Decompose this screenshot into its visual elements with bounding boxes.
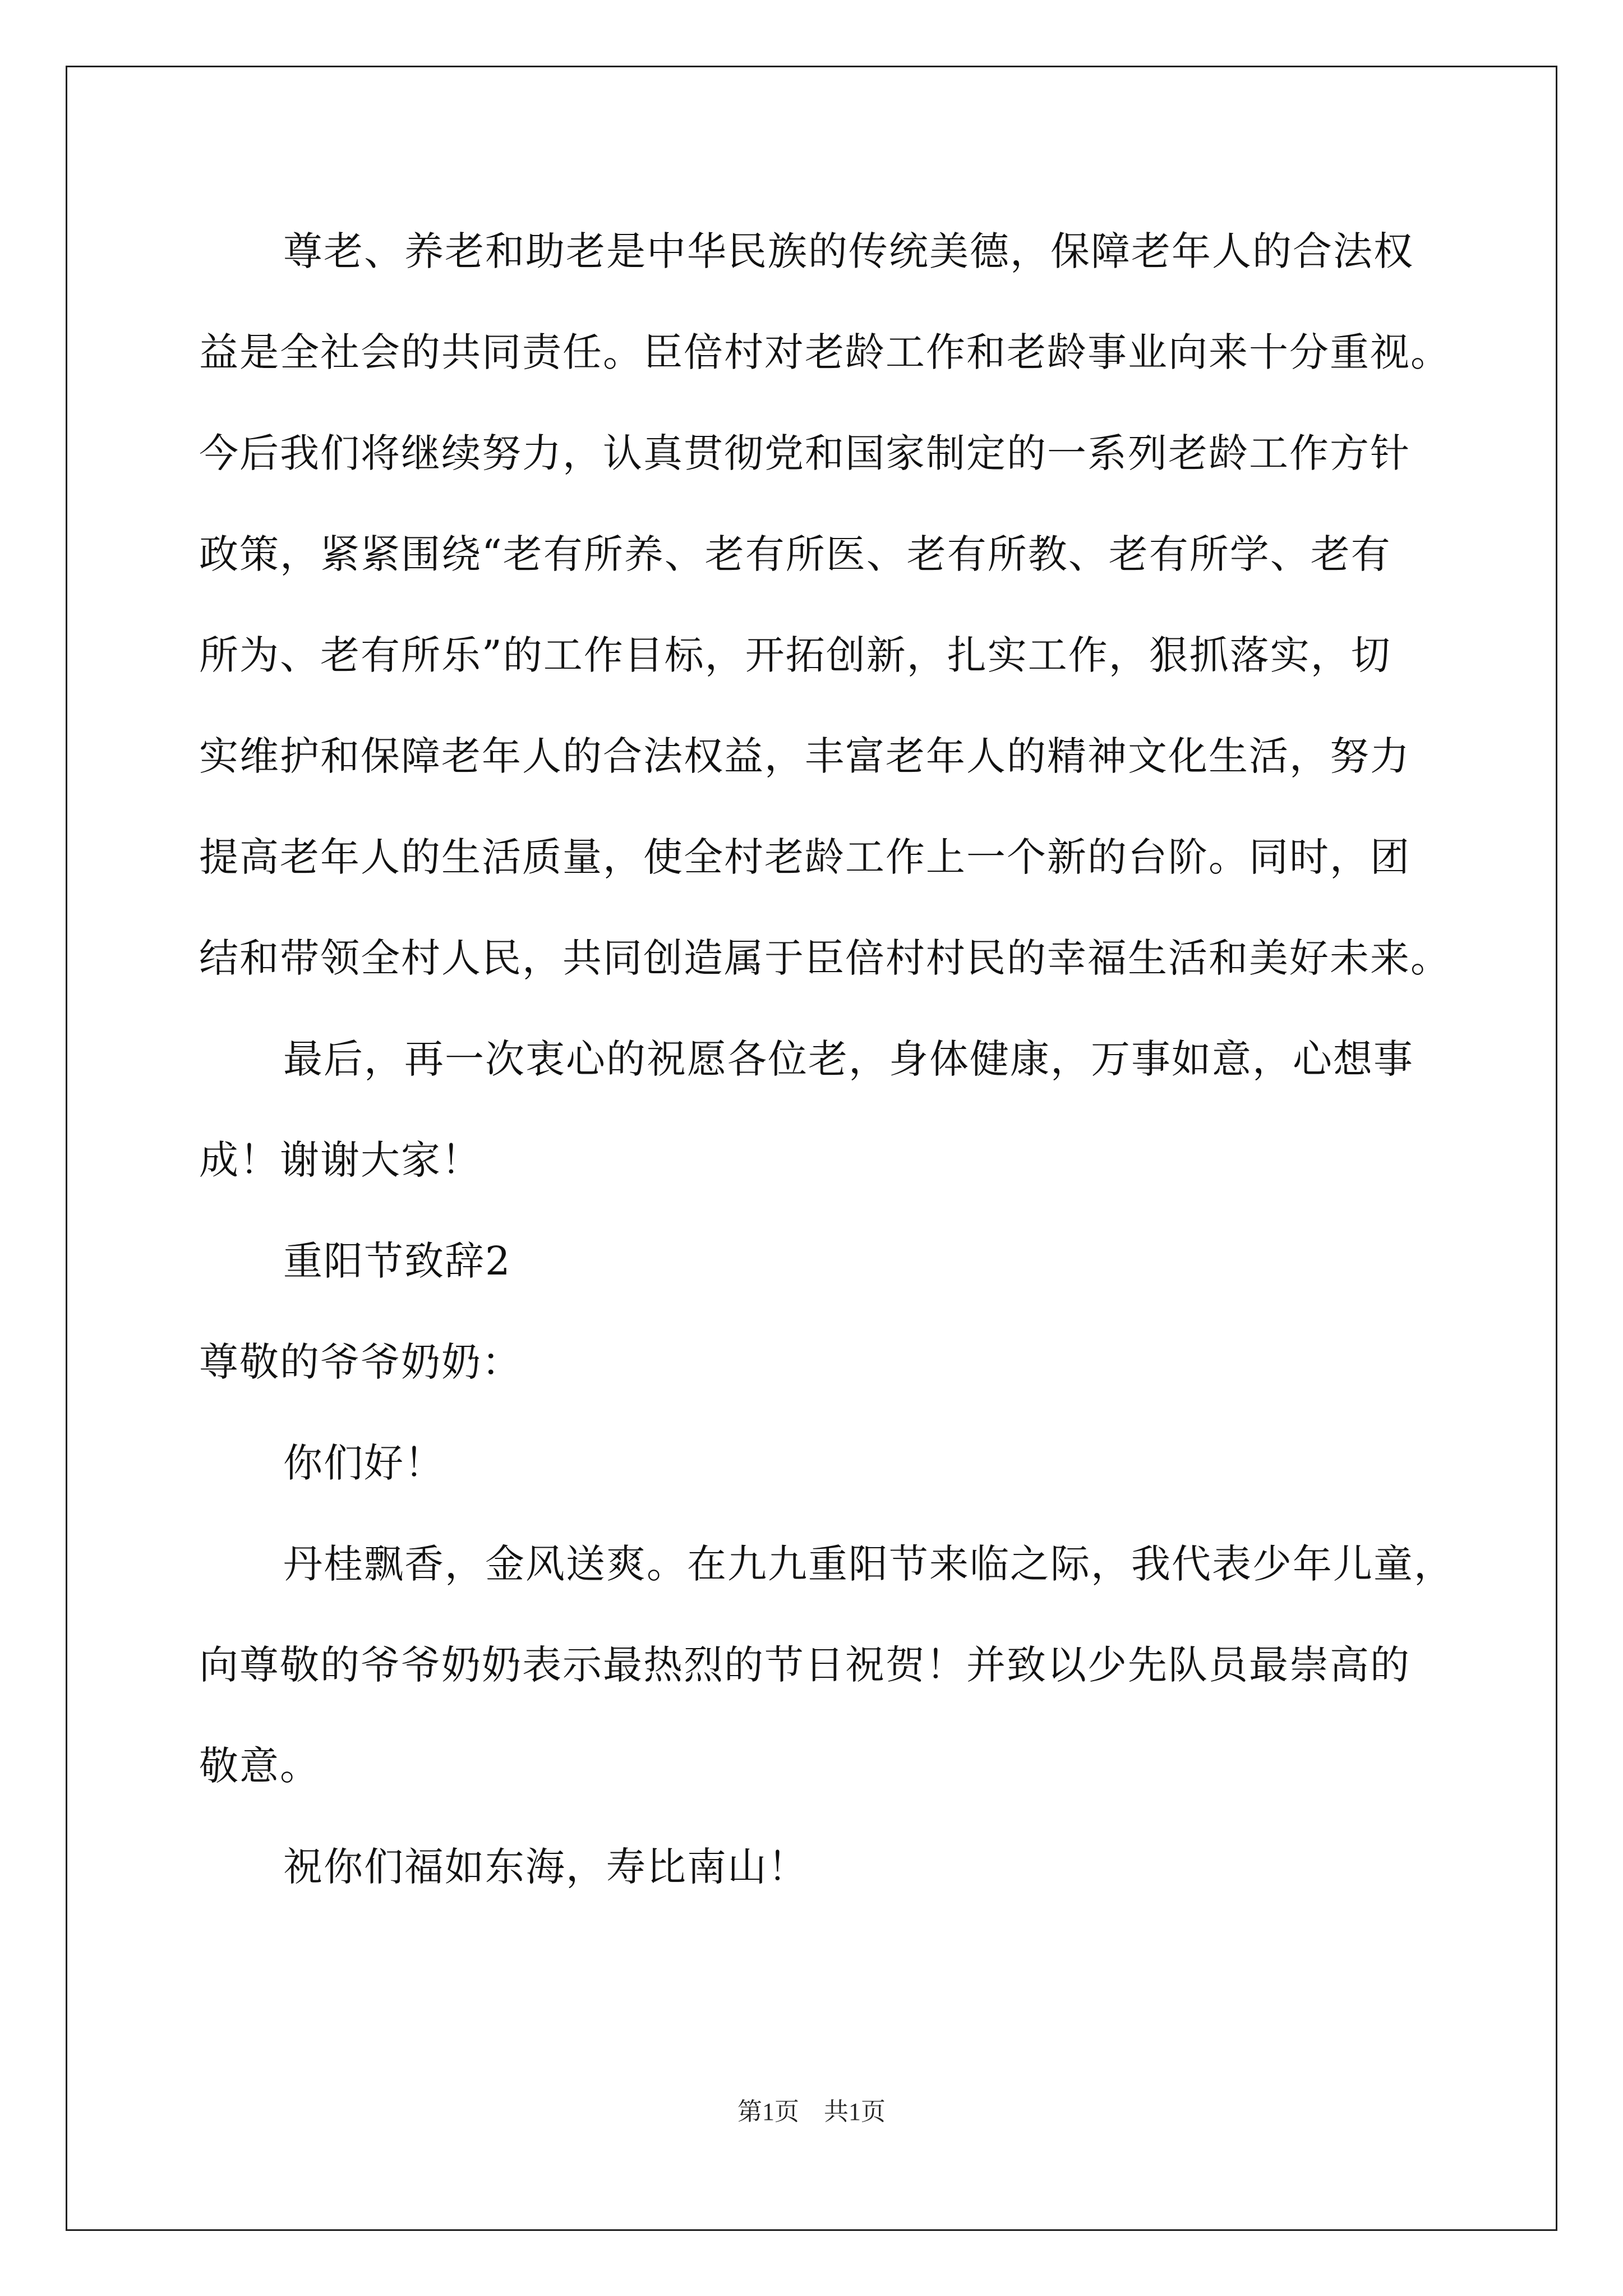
salutation: 尊敬的爷爷奶奶： — [199, 1339, 522, 1385]
paragraph-line: 结和带领全村人民，共同创造属于臣倍村村民的幸福生活和美好未来。 — [199, 935, 1451, 981]
paragraph-line: 益是全社会的共同责任。臣倍村对老龄工作和老龄事业向来十分重视。 — [199, 329, 1451, 375]
paragraph-line: 最后，再一次衷心的祝愿各位老，身体健康，万事如意，心想事 — [283, 1036, 1414, 1082]
paragraph-line: 向尊敬的爷爷奶奶表示最热烈的节日祝贺！并致以少先队员最崇高的 — [199, 1642, 1410, 1688]
document-body — [199, 210, 1454, 1927]
paragraph-line: 实维护和保障老年人的合法权益，丰富老年人的精神文化生活，努力 — [199, 733, 1410, 779]
paragraph-line: 祝你们福如东海，寿比南山！ — [283, 1844, 808, 1890]
paragraph-line: 尊老、养老和助老是中华民族的传统美德，保障老年人的合法权 — [283, 228, 1414, 274]
paragraph-line: 敬意。 — [199, 1743, 320, 1789]
section-heading: 重阳节致辞2 — [283, 1238, 511, 1284]
page-footer: 第1页 共1页 — [737, 2098, 886, 2125]
greeting: 你们好！ — [283, 1440, 445, 1486]
paragraph-line: 今后我们将继续努力，认真贯彻党和国家制定的一系列老龄工作方针 — [199, 430, 1410, 476]
paragraph-line: 丹桂飘香，金风送爽。在九九重阳节来临之际，我代表少年儿童， — [283, 1541, 1454, 1587]
paragraph-line: 成！谢谢大家！ — [199, 1137, 482, 1183]
paragraph-line: 提高老年人的生活质量，使全村老龄工作上一个新的台阶。同时，团 — [199, 834, 1410, 880]
paragraph-line: 所为、老有所乐”的工作目标，开拓创新，扎实工作，狠抓落实，切 — [199, 632, 1391, 678]
paragraph-line: 政策，紧紧围绕“老有所养、老有所医、老有所教、老有所学、老有 — [199, 531, 1391, 577]
